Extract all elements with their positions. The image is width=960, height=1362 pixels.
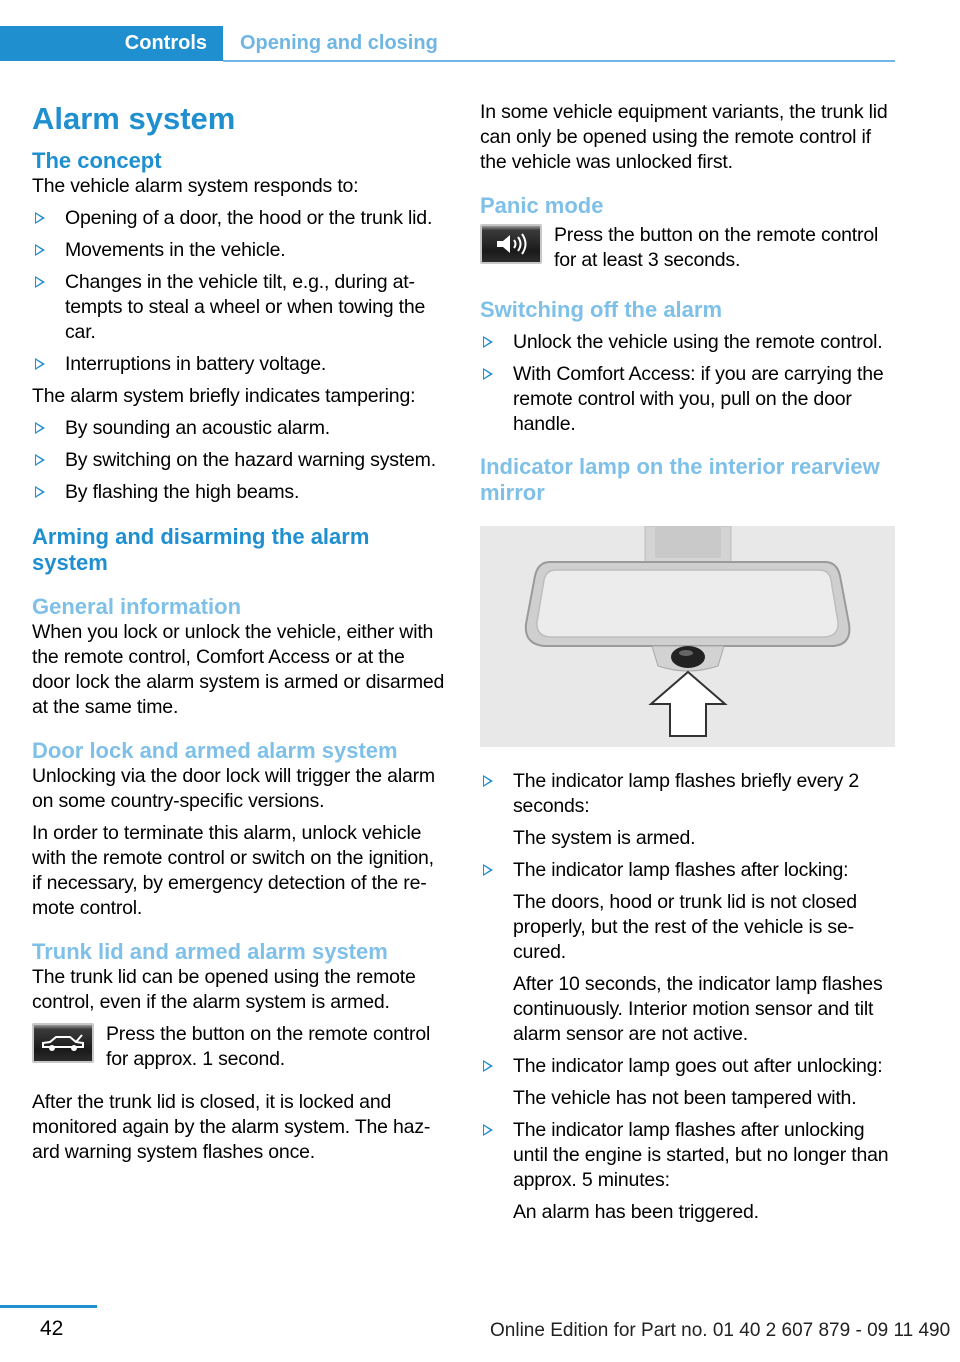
page-title: Alarm system bbox=[32, 101, 236, 136]
trunk-button-row bbox=[32, 1022, 448, 1072]
list-item: Changes in the vehicle tilt, e.g., during attempts to steal a wheel or when towing the car. bbox=[32, 270, 448, 345]
rearview-mirror-illustration bbox=[480, 526, 895, 747]
trunk-button-icon bbox=[32, 1023, 94, 1063]
list-item: The indicator lamp flashes after locking: The doors, hood or trunk lid is not closed properly, but the rest of the vehicle is secured. After 10 seconds, the indicator lamp flashes continuously. Interior motion sensor and tilt alarm sensor are not active. bbox=[480, 858, 896, 1047]
triangle-bullet-icon bbox=[483, 864, 493, 876]
indicates-list bbox=[32, 416, 448, 505]
concept-heading: The concept bbox=[32, 148, 162, 173]
triangle-bullet-icon bbox=[483, 1060, 493, 1072]
list-item: By flashing the high beams. bbox=[32, 480, 448, 505]
concept-intro: The vehicle alarm system responds to: bbox=[32, 175, 359, 197]
panic-button-row bbox=[480, 223, 896, 273]
list-item: With Comfort Access: if you are carrying the remote control with you, pull on the door handle. bbox=[480, 362, 896, 437]
trunk-button-text: Press the button on the remote control for approx. 1 second. bbox=[106, 1023, 431, 1070]
header-divider bbox=[223, 60, 895, 62]
list-item: By sounding an acoustic alarm. bbox=[32, 416, 448, 441]
trunk-after-text: After the trunk lid is closed, it is locked and monitored again by the alarm system. The hazard warning system flashes once. bbox=[32, 1091, 431, 1163]
indicator-list bbox=[480, 769, 896, 1225]
list-item: Interruptions in battery voltage. bbox=[32, 352, 448, 377]
edition-footer: Online Edition for Part no. 01 40 2 607 879 - 09 11 490 bbox=[490, 1320, 951, 1341]
page-number: 42 bbox=[40, 1317, 64, 1340]
triangle-bullet-icon bbox=[35, 422, 45, 434]
triangle-bullet-icon bbox=[35, 486, 45, 498]
panic-heading: Panic mode bbox=[480, 193, 604, 218]
indicates-intro: The alarm system briefly indicates tampering: bbox=[32, 385, 416, 407]
list-item: Movements in the vehicle. bbox=[32, 238, 448, 263]
doorlock-text-2: In order to terminate this alarm, unlock vehicle with the remote control or switch on the ignition, if necessary, by emergency detection of the remote control. bbox=[32, 822, 434, 919]
triangle-bullet-icon bbox=[483, 775, 493, 787]
panic-text: Press the button on the remote control for at least 3 seconds. bbox=[554, 224, 879, 271]
switchoff-heading: Switching off the alarm bbox=[480, 297, 723, 322]
trunk-text: The trunk lid can be opened using the remote control, even if the alarm system is armed. bbox=[32, 966, 416, 1013]
indicator-heading: Indicator lamp on the interior rearview mirror bbox=[480, 454, 880, 505]
triangle-bullet-icon bbox=[483, 368, 493, 380]
list-item: By switching on the hazard warning system. bbox=[32, 448, 448, 473]
list-item: Opening of a door, the hood or the trunk lid. bbox=[32, 206, 448, 231]
list-item: Unlock the vehicle using the remote control. bbox=[480, 330, 896, 355]
switchoff-list bbox=[480, 330, 896, 437]
triangle-bullet-icon bbox=[35, 358, 45, 370]
left-column bbox=[32, 100, 448, 1165]
right-column bbox=[480, 100, 896, 1232]
footer-divider bbox=[0, 1305, 97, 1308]
triangle-bullet-icon bbox=[35, 212, 45, 224]
list-item: The indicator lamp flashes after unlocking until the engine is started, but no longer than approx. 5 minutes: An alarm has been triggered. bbox=[480, 1118, 896, 1225]
trunk-variant-text: In some vehicle equipment variants, the trunk lid can only be opened using the remote control if the vehicle was unlocked first. bbox=[480, 101, 888, 173]
general-text: When you lock or unlock the vehicle, either with the remote control, Comfort Access or at the door lock the alarm system is armed or disarmed at the same time. bbox=[32, 621, 445, 718]
triangle-bullet-icon bbox=[35, 244, 45, 256]
page-header bbox=[0, 26, 895, 61]
responds-list bbox=[32, 206, 448, 377]
doorlock-heading: Door lock and armed alarm system bbox=[32, 738, 398, 763]
triangle-bullet-icon bbox=[483, 1124, 493, 1136]
general-heading: General information bbox=[32, 594, 242, 619]
arming-heading: Arming and disarming the alarm system bbox=[32, 524, 370, 575]
triangle-bullet-icon bbox=[35, 276, 45, 288]
triangle-bullet-icon bbox=[483, 336, 493, 348]
doorlock-text-1: Unlocking via the door lock will trigger the alarm on some country-specific versions. bbox=[32, 765, 435, 812]
triangle-bullet-icon bbox=[35, 454, 45, 466]
trunk-heading: Trunk lid and armed alarm system bbox=[32, 939, 388, 964]
section-tab-controls: Controls bbox=[0, 26, 223, 61]
panic-button-icon bbox=[480, 224, 542, 264]
section-tab-opening-closing: Opening and closing bbox=[240, 32, 438, 54]
list-item: The indicator lamp flashes briefly every 2 seconds: The system is armed. bbox=[480, 769, 896, 851]
list-item: The indicator lamp goes out after unlocking: The vehicle has not been tampered with. bbox=[480, 1054, 896, 1111]
